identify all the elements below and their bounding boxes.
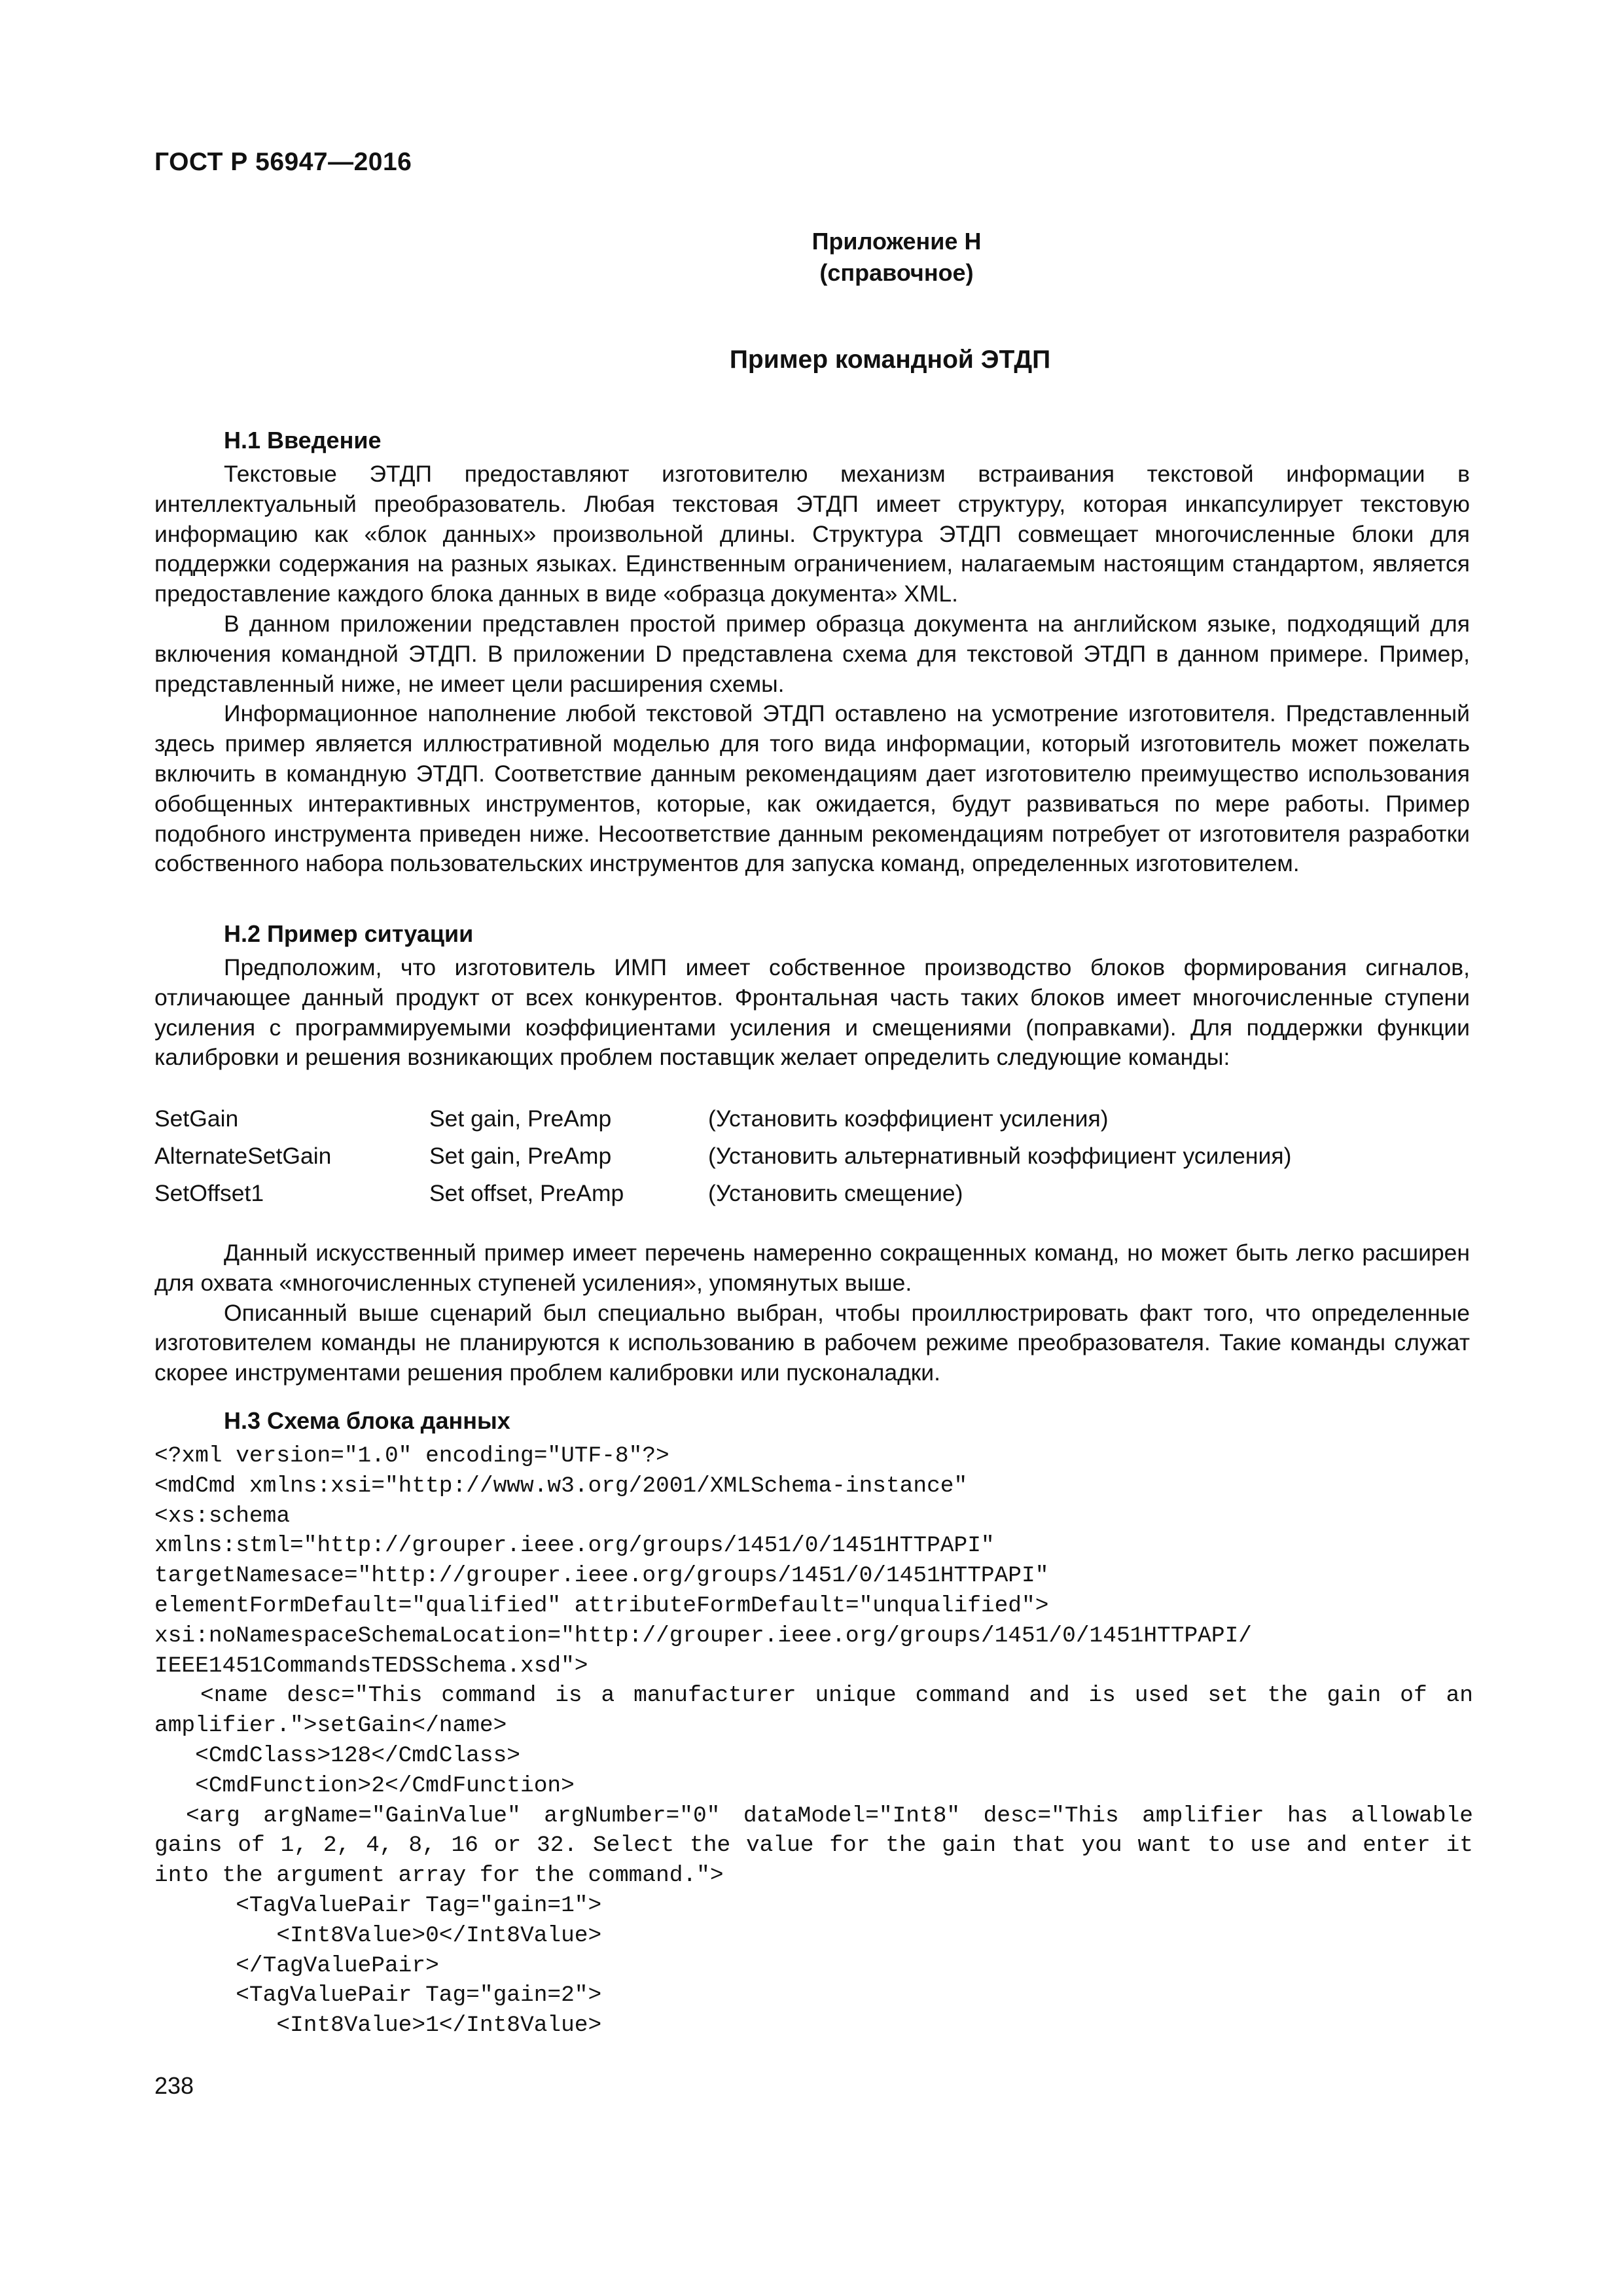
section-heading-intro: Н.1 Введение bbox=[224, 427, 382, 454]
paragraph: Предположим, что изготовитель ИМП имеет собственное производство блоков формирования сигналов, отличающее данный продукт от всех конкурентов. Фронтальная часть таких блоков имеет многочисленные ступени усиления с программируемыми коэффициентами усиления и смещениями (поправками). Для поддержки функции калибровки и решения возникающих проблем поставщик желает определить следующие команды: bbox=[154, 954, 1470, 1071]
code-line: <CmdClass>128</CmdClass> bbox=[154, 1742, 520, 1768]
table-row bbox=[154, 1143, 1291, 1180]
code-line: elementFormDefault="qualified" attributeFormDefault="unqualified"> bbox=[154, 1592, 1049, 1619]
command-description-en: Set offset, PreAmp bbox=[429, 1180, 624, 1206]
command-description-ru: (Установить смещение) bbox=[708, 1180, 963, 1206]
code-line: <arg argName="GainValue" argNumber="0" dataModel="Int8" desc="This amplifier has allowable gains of 1, 2, 4, 8, 16 or 32. Select the value for the gain that you want to use and enter it into the argument array for the command."> bbox=[154, 1803, 1473, 1889]
annex-header bbox=[0, 226, 1623, 289]
code-line: <Int8Value>0</Int8Value> bbox=[154, 1922, 602, 1948]
code-line: <TagValuePair Tag="gain=1"> bbox=[154, 1892, 602, 1918]
page-number: 238 bbox=[154, 2072, 194, 2099]
commands-table bbox=[154, 1105, 1291, 1217]
code-line: <mdCmd xmlns:xsi="http://www.w3.org/2001/XMLSchema-instance" bbox=[154, 1473, 968, 1499]
annex-title: Приложение Н bbox=[812, 228, 982, 255]
standard-code: ГОСТ Р 56947—2016 bbox=[154, 148, 412, 176]
paragraph: Данный искусственный пример имеет перечень намеренно сокращенных команд, но может быть легко расширен для охвата «многочисленных ступеней усиления», упомянутых выше. bbox=[154, 1240, 1470, 1296]
document-title: Пример командной ЭТДП bbox=[729, 346, 1051, 374]
table-row bbox=[154, 1180, 1291, 1217]
code-line: <xs:schema bbox=[154, 1503, 291, 1529]
command-description-ru: (Установить альтернативный коэффициент усиления) bbox=[708, 1143, 1292, 1169]
section-situation-body bbox=[154, 953, 1470, 1073]
code-line: xsi:noNamespaceSchemaLocation="http://grouper.ieee.org/groups/1451/0/1451HTTPAPI/ bbox=[154, 1623, 1252, 1649]
xml-code-listing bbox=[154, 1441, 1473, 2041]
command-description-en: Set gain, PreAmp bbox=[429, 1105, 612, 1132]
code-line: IEEE1451CommandsTEDSSchema.xsd"> bbox=[154, 1653, 588, 1679]
section-intro-body bbox=[154, 459, 1470, 879]
code-line: <CmdFunction>2</CmdFunction> bbox=[154, 1772, 575, 1799]
paragraph: Информационное наполнение любой текстовой ЭТДП оставлено на усмотрение изготовителя. Представленный здесь пример является иллюстративной моделью для того вида информации, который изготовитель может пожелать включить в командную ЭТДП. Соответствие данным рекомендациям дает изготовителю преимущество использования обобщенных интерактивных инструментов, которые, как ожидается, будут развиваться по мере работы. Пример подобного инструмента приведен ниже. Несоответствие данным рекомендациям потребует от изготовителя разработки собственного набора пользовательских инструментов для запуска команд, определенных изготовителем. bbox=[154, 700, 1470, 877]
command-name: AlternateSetGain bbox=[154, 1143, 332, 1169]
paragraph: Текстовые ЭТДП предоставляют изготовителю механизм встраивания текстовой информации в интеллектуальный преобразователь. Любая текстовая ЭТДП имеет структуру, которая инкапсулирует текстовую информацию как «блок данных» произвольной длины. Структура ЭТДП совмещает многочисленные блоки для поддержки содержания на разных языках. Единственным ограничением, налагаемым настоящим стандартом, является предоставление каждого блока данных в виде «образца документа» XML. bbox=[154, 461, 1470, 607]
code-line: targetNamesace="http://grouper.ieee.org/groups/1451/0/1451HTTPAPI" bbox=[154, 1563, 1049, 1589]
annex-status: (справочное) bbox=[819, 259, 974, 286]
code-line: <?xml version="1.0" encoding="UTF-8"?> bbox=[154, 1443, 669, 1469]
command-name: SetOffset1 bbox=[154, 1180, 264, 1206]
code-line: <TagValuePair Tag="gain=2"> bbox=[154, 1982, 602, 2009]
code-line: <name desc="This command is a manufacturer unique command and is used set the gain of an amplifier.">setGain</name> bbox=[154, 1683, 1473, 1739]
section-heading-schema: Н.3 Схема блока данных bbox=[224, 1407, 510, 1434]
command-description-ru: (Установить коэффициент усиления) bbox=[708, 1105, 1109, 1132]
code-line: </TagValuePair> bbox=[154, 1952, 439, 1979]
section-heading-situation: Н.2 Пример ситуации bbox=[224, 920, 474, 947]
paragraph: В данном приложении представлен простой пример образца документа на английском языке, подходящий для включения командной ЭТДП. В приложении D представлена схема для текстовой ЭТДП в данном примере. Пример, представленный ниже, не имеет цели расширения схемы. bbox=[154, 610, 1470, 697]
command-name: SetGain bbox=[154, 1105, 239, 1132]
paragraph: Описанный выше сценарий был специально выбран, чтобы проиллюстрировать факт того, что определенные изготовителем команды не планируются к использованию в рабочем режиме преобразователя. Такие команды служат скорее инструментами решения проблем калибровки или пусконаладки. bbox=[154, 1299, 1470, 1386]
code-line: xmlns:stml="http://grouper.ieee.org/groups/1451/0/1451HTTPAPI" bbox=[154, 1533, 995, 1559]
command-description-en: Set gain, PreAmp bbox=[429, 1143, 612, 1169]
section-situation-after bbox=[154, 1238, 1470, 1388]
table-row bbox=[154, 1105, 1291, 1143]
code-line: <Int8Value>1</Int8Value> bbox=[154, 2013, 602, 2039]
